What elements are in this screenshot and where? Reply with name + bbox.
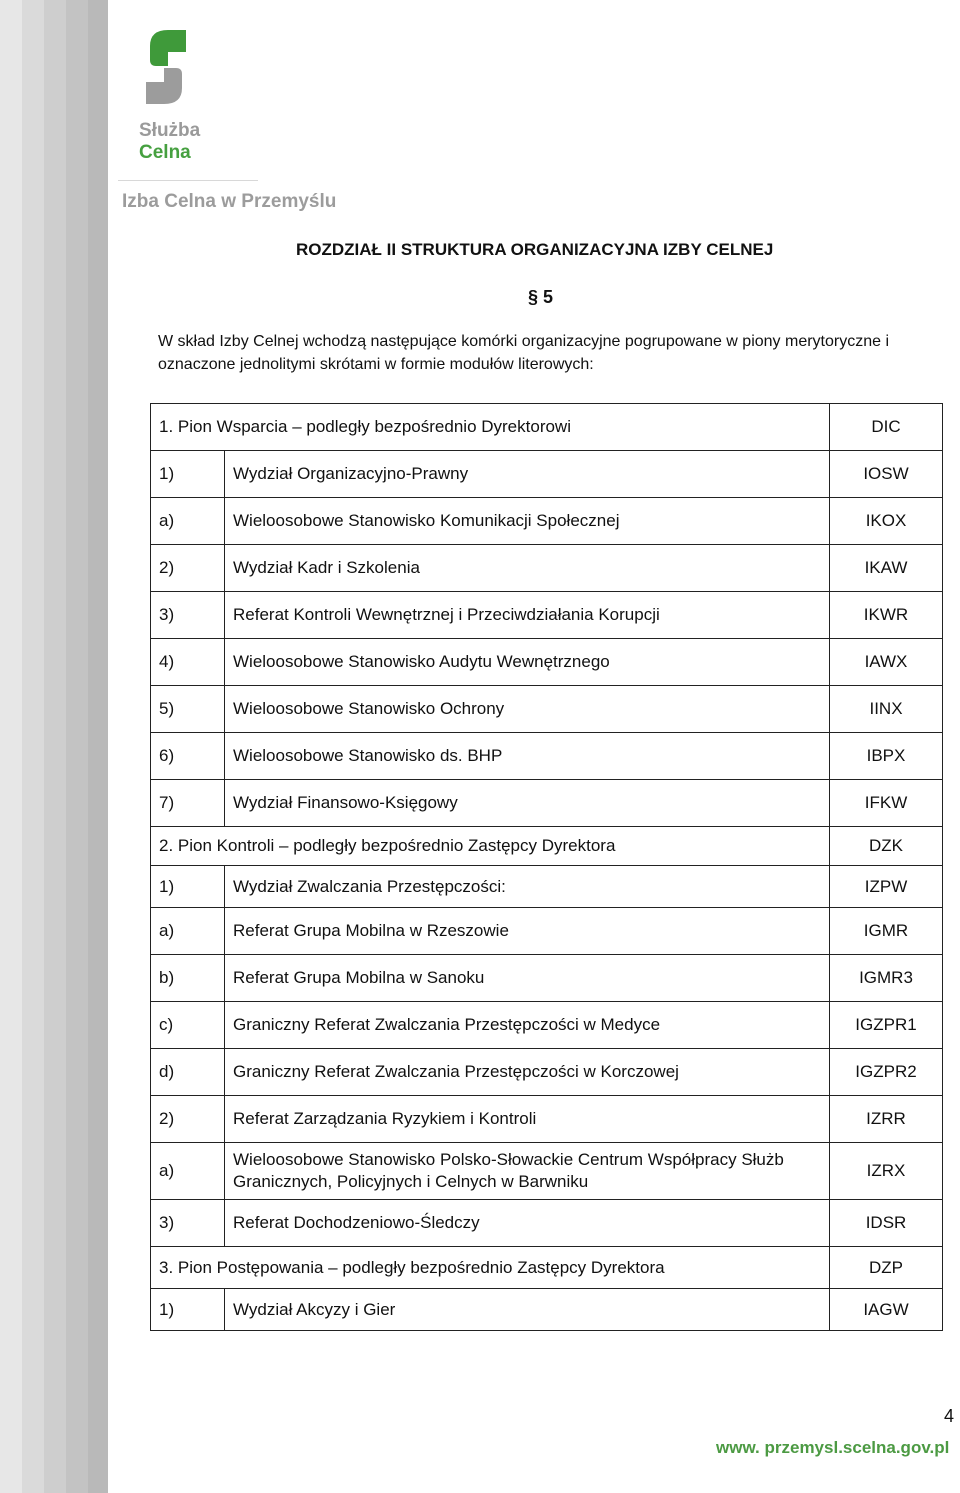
unit-code: IZRX [830, 1143, 943, 1200]
unit-label: Wydział Kadr i Szkolenia [225, 545, 830, 592]
unit-row [151, 1200, 943, 1247]
unit-code: DZP [830, 1247, 943, 1289]
unit-code: DIC [830, 404, 943, 451]
unit-number: 1) [151, 866, 225, 908]
unit-number: 1) [151, 451, 225, 498]
unit-code: IOSW [830, 451, 943, 498]
office-name: Izba Celna w Przemyślu [122, 191, 337, 212]
unit-number: 1) [151, 1289, 225, 1331]
unit-label: Referat Grupa Mobilna w Sanoku [225, 955, 830, 1002]
division-label: 2. Pion Kontroli – podległy bezpośrednio Zastępcy Dyrektora [151, 827, 830, 866]
unit-number: 2) [151, 545, 225, 592]
unit-code: IZPW [830, 866, 943, 908]
unit-label: Wieloosobowe Stanowisko Audytu Wewnętrznego [225, 639, 830, 686]
unit-number: a) [151, 908, 225, 955]
unit-number: d) [151, 1049, 225, 1096]
logo-wordmark [139, 120, 200, 164]
unit-row [151, 955, 943, 1002]
unit-label: Graniczny Referat Zwalczania Przestępczości w Korczowej [225, 1049, 830, 1096]
unit-row [151, 1143, 943, 1200]
unit-number: a) [151, 1143, 225, 1200]
unit-code: IZRR [830, 1096, 943, 1143]
unit-number: a) [151, 498, 225, 545]
unit-number: 4) [151, 639, 225, 686]
structure-table [150, 403, 943, 1331]
unit-row [151, 866, 943, 908]
unit-code: IINX [830, 686, 943, 733]
unit-label: Wieloosobowe Stanowisko Ochrony [225, 686, 830, 733]
logo-line1: Służba [139, 120, 201, 141]
section-mark: § 5 [528, 287, 554, 307]
unit-label: Referat Grupa Mobilna w Rzeszowie [225, 908, 830, 955]
unit-code: IAWX [830, 639, 943, 686]
unit-label: Wydział Organizacyjno-Prawny [225, 451, 830, 498]
unit-code: IDSR [830, 1200, 943, 1247]
page-number: 4 [944, 1406, 955, 1426]
decorative-sidebar [0, 0, 108, 1493]
unit-code: IFKW [830, 780, 943, 827]
division-row [151, 404, 943, 451]
unit-code: IGMR [830, 908, 943, 955]
unit-number: c) [151, 1002, 225, 1049]
unit-row [151, 545, 943, 592]
unit-row [151, 686, 943, 733]
division-label: 1. Pion Wsparcia – podległy bezpośrednio Dyrektorowi [151, 404, 830, 451]
unit-label: Referat Zarządzania Ryzykiem i Kontroli [225, 1096, 830, 1143]
unit-code: IAGW [830, 1289, 943, 1331]
unit-row [151, 780, 943, 827]
customs-service-logo-icon [138, 26, 194, 108]
unit-row [151, 1096, 943, 1143]
footer-url[interactable]: www. przemysl.scelna.gov.pl [716, 1438, 950, 1457]
unit-row [151, 1002, 943, 1049]
unit-number: 3) [151, 592, 225, 639]
unit-code: IGZPR2 [830, 1049, 943, 1096]
logo-line2: Celna [139, 142, 191, 163]
unit-number: 5) [151, 686, 225, 733]
unit-row [151, 1049, 943, 1096]
unit-label: Wydział Finansowo-Księgowy [225, 780, 830, 827]
unit-row [151, 639, 943, 686]
unit-row [151, 733, 943, 780]
unit-code: IKAW [830, 545, 943, 592]
unit-number: 3) [151, 1200, 225, 1247]
unit-label: Wieloosobowe Stanowisko Komunikacji Społecznej [225, 498, 830, 545]
unit-number: 6) [151, 733, 225, 780]
chapter-title: ROZDZIAŁ II STRUKTURA ORGANIZACYJNA IZBY CELNEJ [296, 240, 774, 259]
unit-code: IBPX [830, 733, 943, 780]
unit-label: Referat Kontroli Wewnętrznej i Przeciwdziałania Korupcji [225, 592, 830, 639]
unit-row [151, 592, 943, 639]
unit-label: Graniczny Referat Zwalczania Przestępczości w Medyce [225, 1002, 830, 1049]
unit-row [151, 451, 943, 498]
division-label: 3. Pion Postępowania – podległy bezpośrednio Zastępcy Dyrektora [151, 1247, 830, 1289]
unit-number: b) [151, 955, 225, 1002]
unit-row [151, 908, 943, 955]
unit-label: Wydział Akcyzy i Gier [225, 1289, 830, 1331]
header-divider [118, 180, 258, 181]
intro-paragraph: W skład Izby Celnej wchodzą następujące komórki organizacyjne pogrupowane w piony merytoryczne i oznaczone jednolitymi skrótami w formie modułów literowych: [158, 333, 890, 373]
unit-number: 2) [151, 1096, 225, 1143]
unit-code: IKWR [830, 592, 943, 639]
unit-label: Wydział Zwalczania Przestępczości: [225, 866, 830, 908]
unit-code: IKOX [830, 498, 943, 545]
unit-number: 7) [151, 780, 225, 827]
division-row [151, 1247, 943, 1289]
unit-label: Wieloosobowe Stanowisko Polsko-Słowackie Centrum Współpracy Służb Granicznych, Policyjnych i Celnych w Barwniku [225, 1143, 830, 1200]
unit-label: Wieloosobowe Stanowisko ds. BHP [225, 733, 830, 780]
unit-code: IGMR3 [830, 955, 943, 1002]
unit-row [151, 498, 943, 545]
division-row [151, 827, 943, 866]
unit-row [151, 1289, 943, 1331]
unit-label: Referat Dochodzeniowo-Śledczy [225, 1200, 830, 1247]
unit-code: IGZPR1 [830, 1002, 943, 1049]
unit-code: DZK [830, 827, 943, 866]
